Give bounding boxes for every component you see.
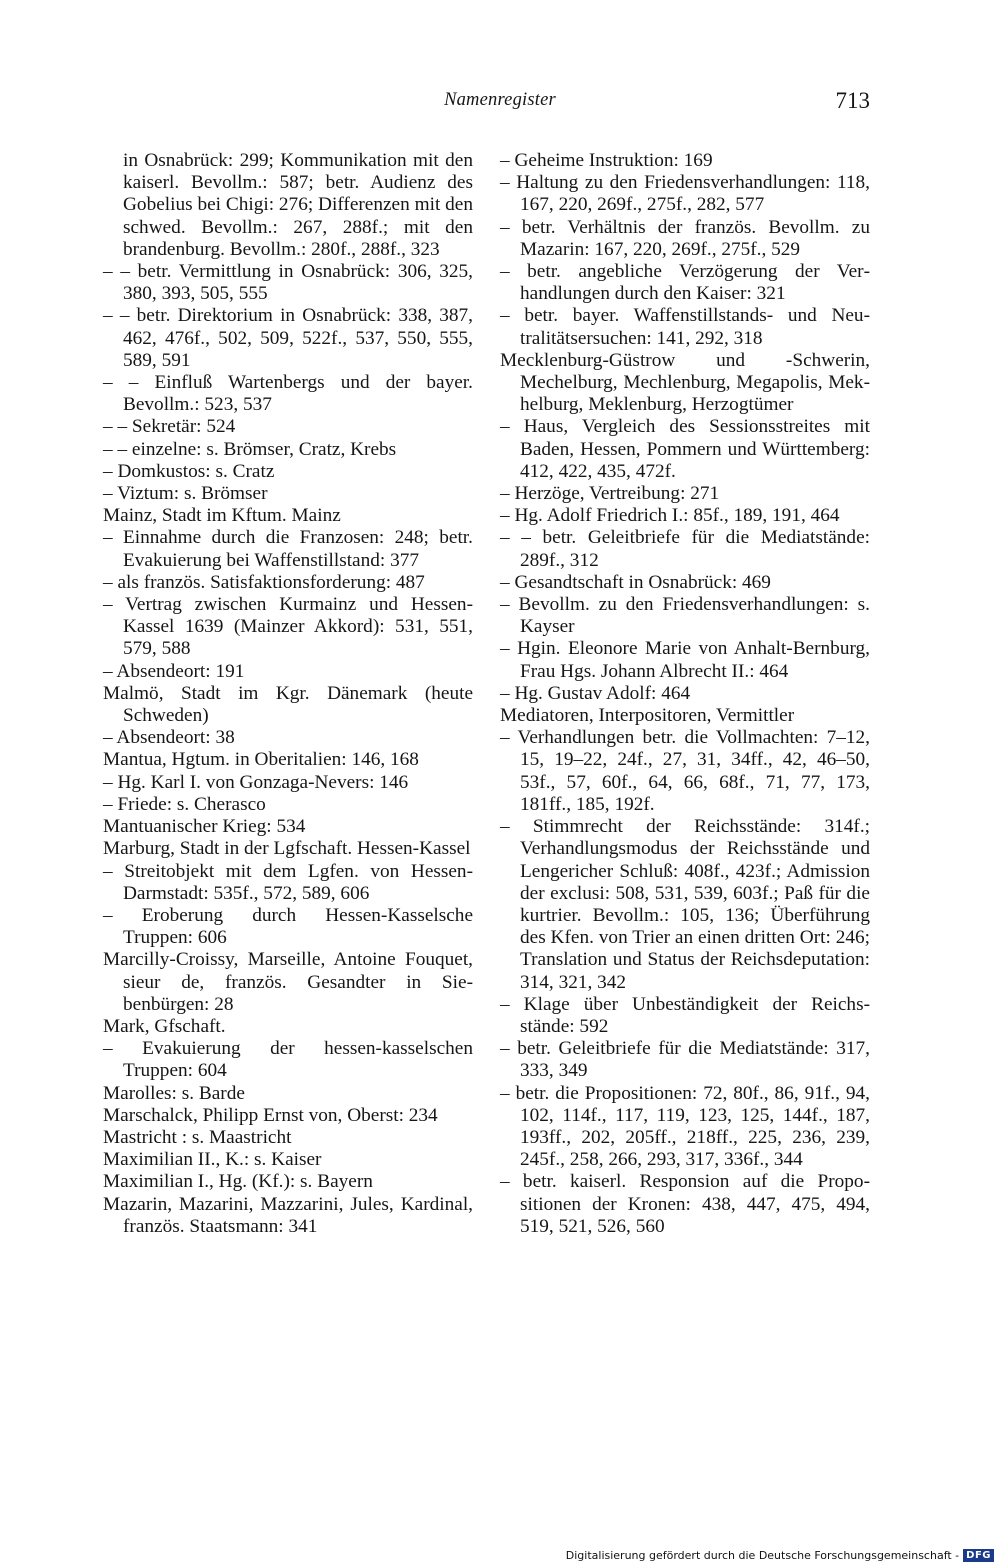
- right-index-column: [500, 150, 870, 1238]
- index-entry: – Klage über Unbeständigkeit der Reichsstände: 592: [500, 993, 870, 1037]
- index-entry: Maximilian I., Hg. (Kf.): s. Bayern: [103, 1171, 373, 1193]
- index-entry: Marburg, Stadt in der Lgfschaft. Hessen-Kassel: [103, 838, 471, 860]
- index-entry: – Viztum: s. Brömser: [103, 483, 268, 505]
- index-entry: Mediatoren, Interpositoren, Vermittler: [500, 705, 795, 727]
- index-entry: – Stimmrecht der Reichsstände: 314f.; Verhandlungsmodus der Reichsstände und Lengericher Schluß: 408f., 423f.; Admission der exclusi: 508, 531, 539, 603f.; Paß für die kurtrier. Bevollm.: 105, 136; Überführung des Kfen. von Trier an einen dritten Ort: 246; Translation und Status der Reichsdeputation: 314, 321, 342: [500, 816, 870, 993]
- index-entry: – betr. angebliche Verzögerung der Verhandlungen durch den Kaiser: 321: [500, 261, 870, 305]
- dfg-logo-icon: DFG: [963, 1549, 994, 1562]
- index-entry: Mainz, Stadt im Kftum. Mainz: [103, 505, 341, 527]
- index-entry: – Herzöge, Vertreibung: 271: [500, 483, 720, 505]
- index-entry: – Hgin. Eleonore Marie von Anhalt-Bernburg, Frau Hgs. Johann Albrecht II.: 464: [500, 638, 870, 682]
- index-entry: – Domkustos: s. Cratz: [103, 460, 275, 482]
- index-entry: – betr. bayer. Waffenstillstands- und Neutralitätsersuchen: 141, 292, 318: [500, 305, 870, 349]
- index-entry: Malmö, Stadt im Kgr. Dänemark (heute Schweden): [103, 682, 473, 727]
- index-entry: Mastricht : s. Maastricht: [103, 1126, 292, 1148]
- index-entry: – Absendeort: 38: [103, 727, 235, 749]
- running-header: Namenregister: [444, 90, 556, 110]
- index-entry: – Eroberung durch Hessen-Kasselsche Truppen: 606: [103, 904, 473, 949]
- index-entry: – Hg. Adolf Friedrich I.: 85f., 189, 191, 464: [500, 505, 840, 527]
- index-entry: – – betr. Geleitbriefe für die Mediatstände: 289f., 312: [500, 527, 870, 571]
- footer-text: Digitalisierung gefördert durch die Deutsche Forschungsgemeinschaft -: [565, 1549, 960, 1562]
- index-entry: – Absendeort: 191: [103, 660, 245, 682]
- index-entry: Mantuanischer Krieg: 534: [103, 816, 306, 838]
- index-entry: – Friede: s. Cherasco: [103, 793, 266, 815]
- index-entry: – betr. die Propositionen: 72, 80f., 86, 91f., 94, 102, 114f., 117, 119, 123, 125, 144f., 187, 193ff., 202, 205ff., 218ff., 225, 236, 239, 245f., 258, 266, 293, 317, 336f., 344: [500, 1082, 870, 1171]
- index-entry: in Osnabrück: 299; Kommunikation mit den kaiserl. Bevollm.: 587; betr. Audienz des Gobelius bei Chigi: 276; Differenzen mit den schwed. Bevollm.: 267, 288f.; mit den brandenburg. Bevollm.: 280f., 288f., 323: [123, 150, 473, 260]
- index-entry: – Vertrag zwischen Kurmainz und Hessen-Kassel 1639 (Mainzer Akkord): 531, 551, 579, 588: [103, 594, 473, 660]
- index-entry: – betr. Verhältnis der französ. Bevollm. zu Mazarin: 167, 220, 269f., 275f., 529: [500, 216, 870, 260]
- index-entry: – Evakuierung der hessen-kasselschen Truppen: 604: [103, 1038, 473, 1082]
- index-entry: Mecklenburg-Güstrow und -Schwerin, Mechelburg, Mechlenburg, Megapolis, Mekhelburg, Meklenburg, Herzogtümer: [500, 349, 870, 416]
- index-entry: – – Einfluß Wartenbergs und der bayer. Bevollm.: 523, 537: [103, 372, 473, 416]
- index-entry: Maximilian II., K.: s. Kaiser: [103, 1149, 322, 1171]
- index-entry: Mazarin, Mazarini, Mazzarini, Jules, Kardinal, französ. Staatsmann: 341: [103, 1193, 473, 1237]
- index-entry: – Haus, Vergleich des Sessionsstreites mit Baden, Hessen, Pommern und Württemberg: 412, 422, 435, 472f.: [500, 416, 870, 482]
- index-entry: – Haltung zu den Friedensverhandlungen: 118, 167, 220, 269f., 275f., 282, 577: [500, 172, 870, 216]
- index-entry: Marolles: s. Barde: [103, 1082, 245, 1104]
- index-entry: Marschalck, Philipp Ernst von, Oberst: 234: [103, 1104, 438, 1126]
- left-index-column: [103, 150, 473, 1238]
- index-entry: – – betr. Vermittlung in Osnabrück: 306, 325, 380, 393, 505, 555: [103, 261, 473, 305]
- index-entry: Mantua, Hgtum. in Oberitalien: 146, 168: [103, 749, 419, 771]
- index-entry: – Hg. Gustav Adolf: 464: [500, 682, 691, 704]
- index-entry: – als französ. Satisfaktionsforderung: 487: [103, 571, 425, 593]
- index-entry: – betr. kaiserl. Responsion auf die Propositionen der Kronen: 438, 447, 475, 494, 519, 521, 526, 560: [500, 1171, 870, 1237]
- index-entry: – Geheime Instruktion: 169: [500, 150, 713, 171]
- index-entry: – – betr. Direktorium in Osnabrück: 338, 387, 462, 476f., 502, 509, 522f., 537, 550, 555, 589, 591: [103, 305, 473, 371]
- page-number: 713: [835, 88, 870, 113]
- index-entry: – Bevollm. zu den Friedensverhandlungen: s. Kayser: [500, 594, 870, 638]
- index-entry: – Streitobjekt mit dem Lgfen. von Hessen-Darmstadt: 535f., 572, 589, 606: [103, 860, 473, 904]
- index-entry: – – einzelne: s. Brömser, Cratz, Krebs: [103, 438, 397, 460]
- index-entry: Marcilly-Croissy, Marseille, Antoine Fouquet, sieur de, französ. Gesandter in Siebenbürgen: 28: [103, 949, 473, 1015]
- index-entry: Mark, Gfschaft.: [103, 1015, 226, 1037]
- index-entry: – – Sekretär: 524: [103, 416, 236, 438]
- footer-credit: [566, 1549, 994, 1562]
- index-entry: – Verhandlungen betr. die Vollmachten: 7–12, 15, 19–22, 24f., 27, 31, 34ff., 42, 46–50, 53f., 57, 60f., 64, 66, 68f., 71, 77, 173, 181ff., 185, 192f.: [500, 727, 870, 815]
- index-entry: – betr. Geleitbriefe für die Mediatstände: 317, 333, 349: [500, 1038, 870, 1082]
- index-entry: – Einnahme durch die Franzosen: 248; betr. Evakuierung bei Waffenstillstand: 377: [103, 527, 473, 571]
- index-entry: – Hg. Karl I. von Gonzaga-Nevers: 146: [103, 771, 409, 793]
- index-entry: – Gesandtschaft in Osnabrück: 469: [500, 571, 771, 593]
